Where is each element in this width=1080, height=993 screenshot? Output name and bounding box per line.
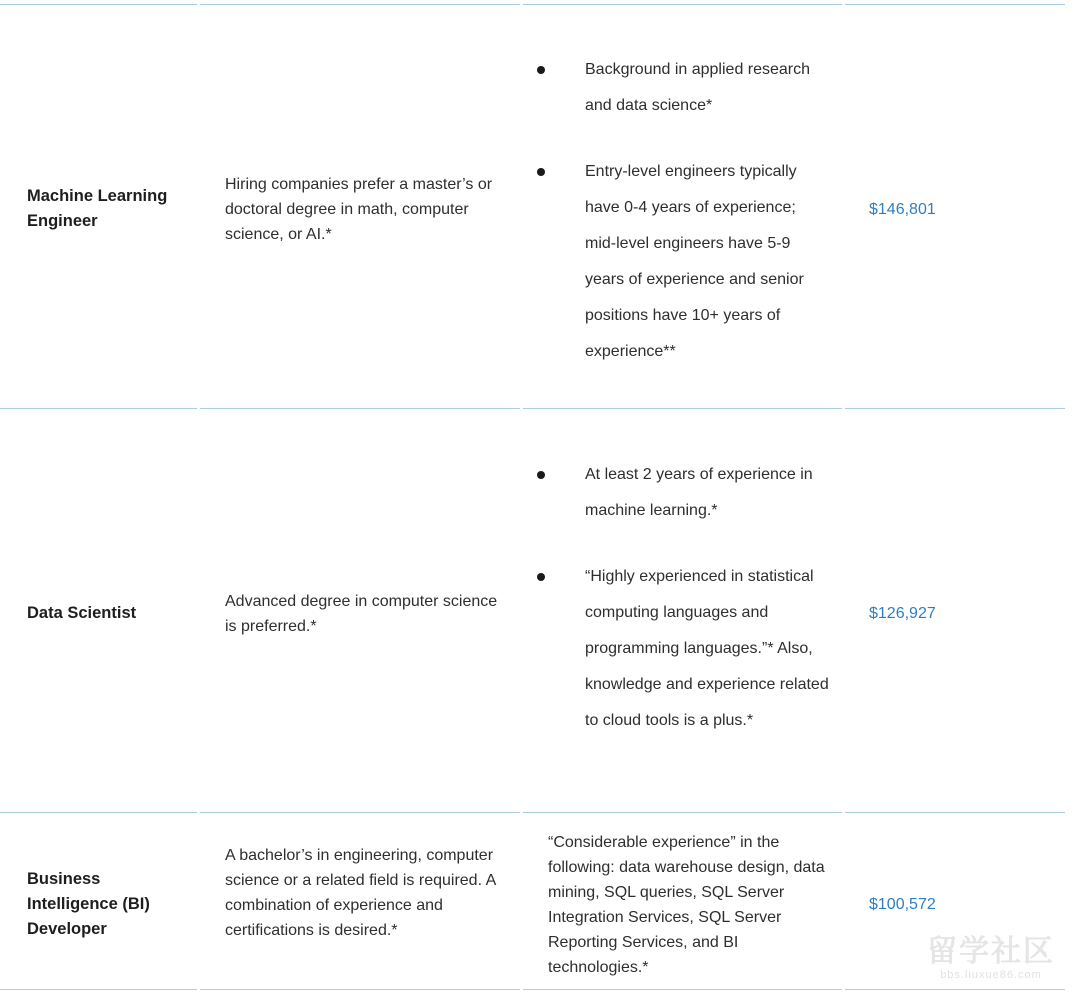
table-row-salary: $100,572 xyxy=(869,896,936,913)
watermark-url: bbs.liuxue86.com xyxy=(940,969,1042,981)
experience-list-item xyxy=(530,559,830,739)
experience-text: Background in applied research and data science* xyxy=(585,61,811,114)
table-row-role: Data Scientist xyxy=(27,604,137,622)
bullet-icon xyxy=(537,168,545,176)
table-rule-row-2 xyxy=(0,812,1080,813)
table-row-experience-list xyxy=(530,52,830,370)
table-row-education: A bachelor’s in engineering, computer science or a related field is required. A combination of experience and certifications is desired.* xyxy=(225,847,496,939)
experience-text: “Highly experienced in statistical computing languages and programming languages.”* Also, knowledge and experience related to cloud tools is a plus.* xyxy=(585,568,829,729)
table-row-experience: “Considerable experience” in the following: data warehouse design, data mining, SQL queries, SQL Server Integration Services, SQL Server Reporting Services, and BI technologies.* xyxy=(548,834,825,976)
experience-list-item xyxy=(530,52,830,124)
bullet-icon xyxy=(537,573,545,581)
experience-text: At least 2 years of experience in machine learning.* xyxy=(585,466,813,519)
table-row-experience-list xyxy=(530,457,830,739)
table-rule-row-1 xyxy=(0,408,1080,409)
bullet-icon xyxy=(537,471,545,479)
experience-list-item xyxy=(530,154,830,370)
table-row-role: Machine Learning Engineer xyxy=(27,187,168,230)
watermark-title: 留学社区 xyxy=(927,935,1055,968)
table-row-salary: $146,801 xyxy=(869,201,936,218)
table-rule-top xyxy=(0,4,1080,5)
table-rule-bottom xyxy=(0,989,1080,990)
experience-text: Entry-level engineers typically have 0-4 years of experience; mid-level engineers have 5-9 years of experience and senior positions have 10+ years of experience** xyxy=(585,163,804,360)
table-row-education: Advanced degree in computer science is preferred.* xyxy=(225,593,498,635)
table-row-salary: $126,927 xyxy=(869,605,936,622)
experience-list-item xyxy=(530,457,830,529)
table-row-role: Business Intelligence (BI) Developer xyxy=(27,870,150,938)
table-row-education: Hiring companies prefer a master’s or doctoral degree in math, computer science, or AI.* xyxy=(225,176,493,243)
watermark-logo xyxy=(916,935,1066,981)
bullet-icon xyxy=(537,66,545,74)
